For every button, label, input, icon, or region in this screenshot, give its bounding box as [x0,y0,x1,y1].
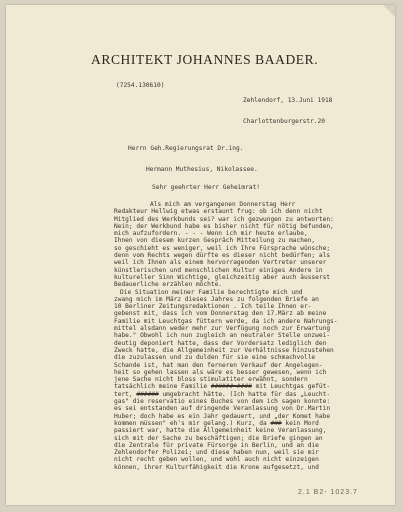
body-line: es sei entstanden auf dringende Veranlassung von Dr.Martin [114,405,331,413]
body-line: Nein; der Werkbund habe es bisher nicht für nötig befunden, [114,222,334,230]
body-line: Zehlendorfer Polizei; und diese haben nun, weil sie mir [114,449,319,457]
body-line: so geschieht es weniger, weil ich Ihre Fürsprache wünsche; [114,244,331,252]
struck-text: ###### #### [210,383,252,391]
body-line: zwang mich im März dieses Jahres zu folgenden Briefe an [114,295,319,303]
body-line: Mitglied des Werkbunds sei? war ich gezwungen zu antworten: [114,215,334,223]
body-line: mittel alsdann weder mehr zur Verfügung noch zur Erwartung [114,325,331,333]
body-line: Als mich am vergangenen Donnerstag Herr [150,201,296,208]
body-line: gas" die reservatio eines Buches von dem ich sagen konnte: [114,398,331,406]
body-line: tatsächlich meine Familie ###### #### mit Leuchtgas gefüt- [114,383,331,391]
body-line: jene Sache nicht bloss stimulatiter erwähnt, sondern [114,376,308,384]
body-line: Die Situation meiner Familie berechtigte mich und [120,288,303,296]
folded-corner [383,5,395,17]
recipient-address [128,130,258,188]
phone-number: (7254.130610) [116,82,165,89]
body-line: Zweck hatte, die Allgemeinheit zur Verhältnisse hinzustehen [114,346,334,354]
body-line: kommen müssen" eh's mir gelang.) Kurz, da ### kein Mord [114,419,319,427]
body-line: deutig deponiert hatte, dass der Vordersatz lediglich den [114,339,327,347]
salutation: Sehr geehrter Herr Geheimrat! [152,184,261,191]
body-line: Schande ist, hat man den ferneren Verkauf der Angelegen- [114,361,323,369]
body-line: Huber; doch habe es ein Jahr gedauert, und „der Komet habe [114,412,331,420]
body-line: tert, ###### umgebracht hätte. (Ich hatte für das „Leucht- [114,390,331,398]
body-line: sich mit der Sache zu beschäftigen; die Briefe gingen an [114,434,323,442]
body-line: habe." Obwohl ich nun zugleich an neutraler Stelle unzwei- [114,332,331,340]
street-line: Charlottenburgerstr.20 [243,118,325,126]
body-line: die Zentrale für private Fürsorge in Berlin, und an die [114,441,319,449]
letterhead: ARCHITEKT JOHANNES BAADER. [91,52,319,67]
struck-text: ###### [136,390,159,398]
body-line: passiert war, hatte die Allgemeinheit keine Veranlassung, [114,427,327,435]
recipient-name: Hermann Muthesius, Nikolassee. [146,166,258,174]
body-line: denn vom Rechts wegen dürfte es dieser nicht bedürfen; als [114,252,331,260]
body-line: Bedauerliche erzählen möchte. [114,281,223,289]
body-line: künstlerischen und menschlichen Kultur einiges Andere in [114,266,323,274]
body-line: heit so gehen lassen als wäre es besser gewesen, wenn ich [114,368,327,376]
body-line: Redakteur Hellwig etwas erstaunt frug: ob ich denn nicht [114,208,323,216]
body-line: kultureller Sinn Wichtige, gleichzeitig aber auch äusserst [114,273,331,281]
body-line: können, ihrer Kulturfähigkeit die Krone aufgesetzt, und [114,463,319,471]
body-line: Ihnen von diesem kurzen Gespräch Mitteilung zu machen, [114,237,316,245]
struck-text: ### [270,419,282,427]
body-line: 10 Berliner Zeitungsredaktionen . Ich teile Ihnen er- [114,303,312,311]
body-line: weil ich Ihnen als einem hervorragenden Vertreter unserer [114,259,327,267]
body-line: Familie mit Leuchtgas füttern werde, da ich andere Nahrungs- [114,317,338,325]
recipient-title: Herrn Geh.Regierungsrat Dr.ing. [128,144,244,152]
letter-body [114,201,338,471]
body-line: mich aufzufordern. - - - Wenn ich mir heute erlaube, [114,230,308,238]
letter-sheet [6,5,395,505]
body-line: nicht recht geben wollen, und wohl auch nicht einzeigen [114,456,319,464]
body-line: gebenst mit, dass ich vom Donnerstag den 17.März ab meine [114,310,327,318]
archive-mark: 2.1 B2- 1023.7 [298,489,358,496]
body-line: die zuzulassen und zu dulden für sie eine schmachvolle [114,354,316,362]
date-line: Zehlendorf, 13.Juni 1918 [243,96,333,104]
